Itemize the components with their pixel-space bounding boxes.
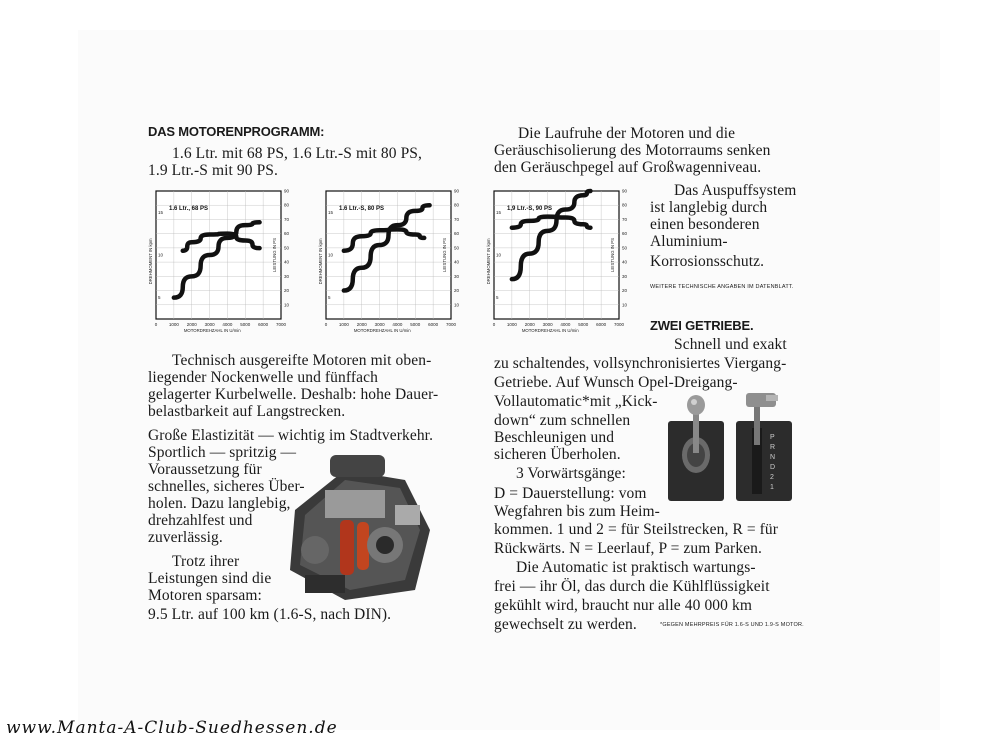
body-line: Das Auspuffsystem: [674, 182, 797, 199]
y-left-axis-label: DREHMOMENT IN kpm: [148, 238, 153, 285]
y-right-tick-label: 90: [622, 188, 628, 194]
body-line: Große Elastizität — wichtig im Stadtverkehr.: [148, 427, 434, 444]
body-line: Leistungen sind die: [148, 570, 272, 587]
x-tick-label: 0: [492, 322, 496, 327]
body-line: den Geräuschpegel auf Großwagenniveau.: [494, 159, 762, 176]
y-left-tick-label: 15: [328, 209, 334, 215]
y-right-tick-label: 20: [454, 288, 460, 294]
x-tick-label: 2000: [524, 322, 535, 327]
y-right-tick-label: 80: [284, 202, 290, 208]
y-right-tick-label: 30: [454, 273, 460, 279]
y-right-tick-label: 90: [454, 188, 460, 194]
x-tick-label: 7000: [275, 322, 287, 327]
y-right-tick-label: 40: [284, 259, 290, 265]
y-right-tick-label: 20: [622, 288, 628, 294]
x-tick-label: 2000: [356, 322, 367, 327]
x-tick-label: 3000: [374, 322, 385, 327]
gear-position-label: P: [770, 434, 775, 441]
body-line: ist langlebig durch: [650, 199, 768, 216]
x-axis-label: MOTORDREHZAHL IN U/min: [353, 328, 411, 333]
body-line: Die Automatic ist praktisch wartungs-: [516, 559, 756, 576]
body-line: zu schaltendes, vollsynchronisiertes Viergang-: [494, 355, 787, 372]
body-line: Technisch ausgereifte Motoren mit oben-: [172, 352, 432, 369]
y-left-tick-label: 5: [158, 295, 161, 301]
x-tick-label: 2000: [186, 322, 197, 327]
y-right-tick-label: 50: [622, 245, 628, 251]
body-line: Motoren sparsam:: [148, 587, 262, 604]
y-right-tick-label: 50: [284, 245, 290, 251]
y-right-axis-label: LEISTUNG IN PS: [442, 238, 447, 272]
x-tick-label: 5000: [240, 322, 251, 327]
x-tick-label: 1000: [506, 322, 517, 327]
y-left-tick-label: 10: [158, 252, 164, 258]
y-left-tick-label: 5: [496, 295, 499, 301]
y-right-tick-label: 30: [284, 273, 290, 279]
x-tick-label: 7000: [445, 322, 457, 327]
y-left-tick-label: 10: [496, 252, 502, 258]
chart-svg: [310, 185, 470, 343]
x-axis-label: MOTORDREHZAHL IN U/min: [183, 328, 241, 333]
body-line: Wegfahren bis zum Heim-: [494, 503, 660, 520]
automatic-shifter-illustration: [732, 393, 794, 508]
engine-chart-1-6: [140, 185, 300, 348]
gear-position-label: D: [770, 464, 776, 471]
chart-svg: [140, 185, 300, 343]
body-line: D = Dauerstellung: vom: [494, 485, 647, 502]
body-line: Getriebe. Auf Wunsch Opel-Dreigang-: [494, 374, 738, 391]
chart-title: 1,9 Ltr.-S, 90 PS: [507, 206, 553, 212]
website-url: www.Manta-A-Club-Suedhessen.de: [6, 718, 338, 738]
x-tick-label: 1000: [338, 322, 349, 327]
x-tick-label: 3000: [542, 322, 553, 327]
y-right-tick-label: 70: [284, 216, 290, 222]
body-line: Schnell und exakt: [674, 336, 787, 353]
y-left-tick-label: 15: [496, 209, 502, 215]
gear-position-label: 2: [770, 474, 774, 481]
y-right-tick-label: 30: [622, 273, 628, 279]
y-right-tick-label: 20: [284, 288, 290, 294]
body-line: Geräuschisolierung des Motorraums senken: [494, 142, 771, 159]
body-line: sicheren Überholen.: [494, 446, 621, 463]
body-line: gewechselt zu werden.: [494, 616, 637, 633]
y-right-tick-label: 80: [622, 202, 628, 208]
body-line: Die Laufruhe der Motoren und die: [518, 125, 736, 142]
chart-title: 1.6 Ltr.-S, 80 PS: [339, 206, 385, 212]
y-right-tick-label: 10: [284, 302, 290, 308]
x-tick-label: 3000: [204, 322, 215, 327]
y-right-tick-label: 90: [284, 188, 290, 194]
body-line: liegender Nockenwelle und fünffach: [148, 369, 378, 386]
y-left-tick-label: 10: [328, 252, 334, 258]
engine-list-line: 1.9 Ltr.-S mit 90 PS.: [148, 162, 278, 179]
body-line: Aluminium-: [650, 233, 728, 250]
y-right-tick-label: 50: [454, 245, 460, 251]
x-tick-label: 7000: [613, 322, 625, 327]
section-heading-gearboxes: ZWEI GETRIEBE.: [650, 318, 754, 333]
y-right-axis-label: LEISTUNG IN PS: [272, 238, 277, 272]
body-line: holen. Dazu langlebig,: [148, 495, 291, 512]
chart-title: 1.6 Ltr., 68 PS: [169, 206, 209, 212]
body-line: gekühlt wird, braucht nur alle 40 000 km: [494, 597, 752, 614]
y-right-tick-label: 10: [454, 302, 460, 308]
y-left-tick-label: 15: [158, 209, 164, 215]
x-axis-label: MOTORDREHZAHL IN U/min: [521, 328, 579, 333]
body-line: Voraussetzung für: [148, 461, 262, 478]
engine-list-line: 1.6 Ltr. mit 68 PS, 1.6 Ltr.-S mit 80 PS,: [172, 145, 422, 162]
x-tick-label: 6000: [596, 322, 607, 327]
y-right-tick-label: 70: [454, 216, 460, 222]
body-line: Vollautomatic*mit „Kick-: [494, 393, 658, 410]
y-right-tick-label: 60: [622, 231, 628, 237]
y-left-axis-label: DREHMOMENT IN kpm: [318, 238, 323, 285]
y-right-tick-label: 40: [622, 259, 628, 265]
x-tick-label: 6000: [258, 322, 269, 327]
y-right-tick-label: 10: [622, 302, 628, 308]
manual-shifter-illustration: [664, 393, 726, 508]
x-tick-label: 0: [154, 322, 158, 327]
body-line: 3 Vorwärtsgänge:: [516, 465, 626, 482]
y-right-tick-label: 60: [284, 231, 290, 237]
body-line: belastbarkeit auf Langstrecken.: [148, 403, 346, 420]
x-tick-label: 4000: [560, 322, 571, 327]
x-tick-label: 4000: [222, 322, 233, 327]
y-right-tick-label: 70: [622, 216, 628, 222]
body-line: frei — ihr Öl, das durch die Kühlflüssigkeit: [494, 578, 770, 595]
chart-svg: [478, 185, 638, 343]
body-line: Trotz ihrer: [172, 553, 240, 570]
x-tick-label: 5000: [410, 322, 421, 327]
engine-chart-1-9s: [478, 185, 638, 348]
x-tick-label: 0: [324, 322, 328, 327]
x-tick-label: 5000: [578, 322, 589, 327]
body-line: Rückwärts. N = Leerlauf, P = zum Parken.: [494, 540, 762, 557]
gear-position-label: R: [770, 444, 776, 451]
y-right-axis-label: LEISTUNG IN PS: [610, 238, 615, 272]
section-heading-engines: DAS MOTORENPROGRAMM:: [148, 124, 325, 139]
x-tick-label: 4000: [392, 322, 403, 327]
body-line: down“ zum schnellen: [494, 412, 631, 429]
y-right-tick-label: 40: [454, 259, 460, 265]
body-line: Korrosionsschutz.: [650, 253, 765, 270]
y-right-tick-label: 60: [454, 231, 460, 237]
body-line: Beschleunigen und: [494, 429, 615, 446]
y-left-tick-label: 5: [328, 295, 331, 301]
x-tick-label: 1000: [168, 322, 179, 327]
engine-chart-1-6s: [310, 185, 470, 348]
gear-position-label: 1: [770, 484, 774, 491]
body-line: drehzahlfest und: [148, 512, 253, 529]
datasheet-note: WEITERE TECHNISCHE ANGABEN IM DATENBLATT.: [650, 284, 794, 290]
engine-photo: [285, 450, 435, 605]
body-line: kommen. 1 und 2 = für Steilstrecken, R = für: [494, 521, 779, 538]
footnote: *GEGEN MEHRPREIS FÜR 1.6-S UND 1.9-S MOTOR.: [660, 622, 804, 628]
body-line: 9.5 Ltr. auf 100 km (1.6-S, nach DIN).: [148, 606, 392, 623]
body-line: schnelles, sicheres Über-: [148, 478, 305, 495]
gear-position-label: N: [770, 454, 776, 461]
body-line: Sportlich — spritzig —: [148, 444, 297, 461]
body-line: einen besonderen: [650, 216, 760, 233]
body-line: zuverlässig.: [148, 529, 223, 546]
y-right-tick-label: 80: [454, 202, 460, 208]
x-tick-label: 6000: [428, 322, 439, 327]
body-line: gelagerter Kurbelwelle. Deshalb: hohe Dauer-: [148, 386, 439, 403]
y-left-axis-label: DREHMOMENT IN kpm: [486, 238, 491, 285]
